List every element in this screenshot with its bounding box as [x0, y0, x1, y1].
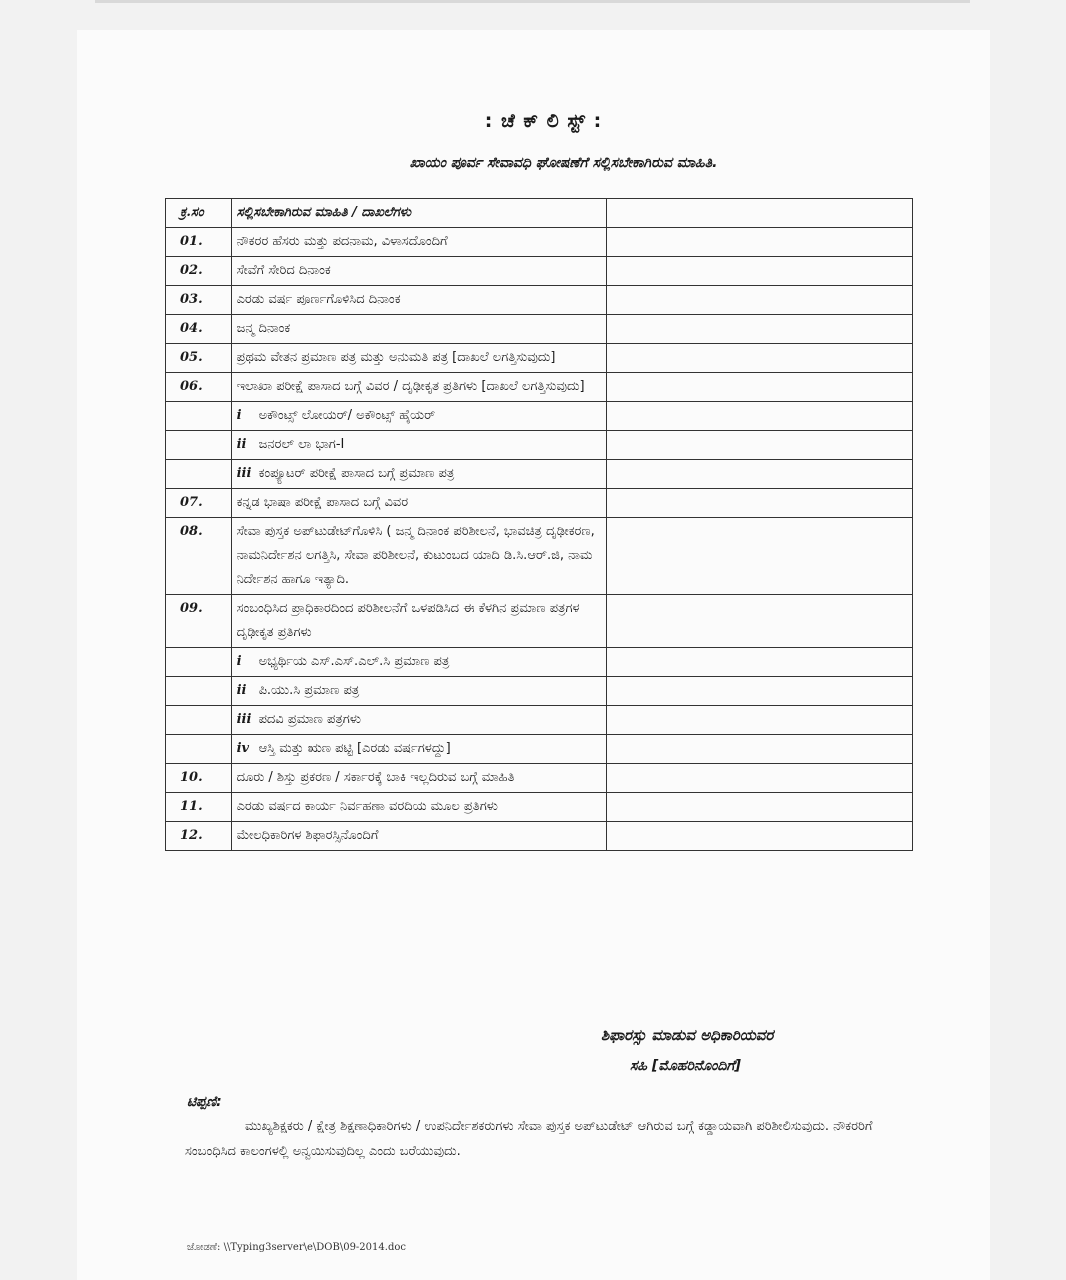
table-row	[166, 735, 913, 764]
row-text: ಸೇವೆಗೆ ಸೇರಿದ ದಿನಾಂಕ	[236, 263, 331, 278]
row-text: ಮೇಲಧಿಕಾರಿಗಳ ಶಿಫಾರಸ್ಸಿನೊಂದಿಗೆ	[236, 828, 379, 843]
table-row	[166, 257, 913, 286]
table-row	[166, 706, 913, 735]
file-path-footer: ಜೋಡಣೆ: \\Typing3server\e\DOB\09-2014.doc	[187, 1242, 406, 1253]
table-row	[166, 344, 913, 373]
row-blank-cell[interactable]	[607, 315, 913, 344]
table-row	[166, 595, 913, 648]
sub-item-index: ii	[236, 437, 247, 452]
row-info	[231, 489, 607, 518]
row-info	[231, 595, 607, 648]
table-row	[166, 822, 913, 851]
table-row	[166, 518, 913, 595]
row-blank-cell[interactable]	[607, 402, 913, 431]
sub-item-index: iv	[236, 741, 250, 756]
row-blank-cell[interactable]	[607, 595, 913, 648]
row-serial: 07.	[166, 489, 232, 518]
row-serial: 10.	[166, 764, 232, 793]
row-info	[231, 764, 607, 793]
header-serial: ಕ್ರ.ಸಂ	[166, 199, 232, 228]
row-text: ನೌಕರರ ಹೆಸರು ಮತ್ತು ಪದನಾಮ, ವಿಳಾಸದೊಂದಿಗೆ	[236, 234, 448, 249]
row-text: ಪದವಿ ಪ್ರಮಾಣ ಪತ್ರಗಳು	[258, 712, 362, 727]
row-text: ಜನ್ಮ ದಿನಾಂಕ	[236, 321, 291, 336]
table-row	[166, 489, 913, 518]
row-blank-cell[interactable]	[607, 373, 913, 402]
table-row	[166, 431, 913, 460]
row-serial: 02.	[166, 257, 232, 286]
row-info	[231, 518, 607, 595]
sub-item-index: i	[236, 408, 242, 423]
row-serial: 06.	[166, 373, 232, 402]
header-blank	[607, 199, 913, 228]
sub-item-index: iii	[236, 712, 252, 727]
row-text: ಎರಡು ವರ್ಷ ಪೂರ್ಣಗೊಳಿಸಿದ ದಿನಾಂಕ	[236, 292, 401, 307]
row-text: ಕಂಪ್ಯೂಟರ್ ಪರೀಕ್ಷೆ ಪಾಸಾದ ಬಗ್ಗೆ ಪ್ರಮಾಣ ಪತ್ರ	[258, 466, 455, 481]
note-body: ಮುಖ್ಯಶಿಕ್ಷಕರು / ಕ್ಷೇತ್ರ ಶಿಕ್ಷಣಾಧಿಕಾರಿಗಳು / ಉಪನಿರ್ದೇಶಕರುಗಳು ಸೇವಾ ಪುಸ್ತಕ ಅಪ್‌ಟುಡೇಟ್ ಆಗಿರುವ ಬಗ್ಗೆ ಕಡ್ಡಾಯವಾಗಿ ಪರಿಶೀಲಿಸುವುದು. ನೌಕರರಿಗೆ ಸಂಬಂಧಿಸಿದ ಕಾಲಂಗಳಲ್ಲಿ ಅನ್ವಯಿಸುವುದಿಲ್ಲ ಎಂದು ಬರೆಯುವುದು.	[185, 1119, 873, 1159]
table-row	[166, 373, 913, 402]
viewer-top-bar	[95, 0, 970, 3]
row-serial	[166, 677, 232, 706]
row-text: ಪ್ರಥಮ ವೇತನ ಪ್ರಮಾಣ ಪತ್ರ ಮತ್ತು ಅನುಮತಿ ಪತ್ರ [ದಾಖಲೆ ಲಗತ್ತಿಸುವುದು]	[236, 350, 556, 365]
row-blank-cell[interactable]	[607, 431, 913, 460]
row-info	[231, 315, 607, 344]
row-blank-cell[interactable]	[607, 489, 913, 518]
page-subtitle: ಖಾಯಂ ಪೂರ್ವ ಸೇವಾವಧಿ ಘೋಷಣೆಗೆ ಸಲ್ಲಿಸಬೇಕಾಗಿರುವ ಮಾಹಿತಿ.	[409, 155, 718, 171]
row-sub-item	[231, 460, 607, 489]
row-sub-item	[231, 677, 607, 706]
row-serial: 08.	[166, 518, 232, 595]
table-row	[166, 648, 913, 677]
header-info: ಸಲ್ಲಿಸಬೇಕಾಗಿರುವ ಮಾಹಿತಿ / ದಾಖಲೆಗಳು	[231, 199, 607, 228]
table-row	[166, 315, 913, 344]
row-info	[231, 257, 607, 286]
row-sub-item	[231, 431, 607, 460]
row-serial	[166, 402, 232, 431]
signature-label-line1: ಶಿಫಾರಸ್ಸು ಮಾಡುವ ಅಧಿಕಾರಿಯವರ	[601, 1026, 774, 1044]
sub-item-index: iii	[236, 466, 252, 481]
row-blank-cell[interactable]	[607, 677, 913, 706]
row-blank-cell[interactable]	[607, 518, 913, 595]
table-row	[166, 402, 913, 431]
row-blank-cell[interactable]	[607, 764, 913, 793]
row-blank-cell[interactable]	[607, 460, 913, 489]
row-blank-cell[interactable]	[607, 793, 913, 822]
document-page	[77, 30, 990, 1280]
row-serial	[166, 648, 232, 677]
table-row	[166, 228, 913, 257]
note-title: ಟಿಪ್ಪಣಿ:	[187, 1094, 222, 1110]
page-title: : ಚೆ ಕ್ ಲಿ ಸ್ಟ್ :	[484, 110, 603, 132]
table-row	[166, 286, 913, 315]
row-text: ಇಲಾಖಾ ಪರೀಕ್ಷೆ ಪಾಸಾದ ಬಗ್ಗೆ ವಿವರ / ದೃಢೀಕೃತ ಪ್ರತಿಗಳು [ದಾಖಲೆ ಲಗತ್ತಿಸುವುದು]	[236, 379, 585, 394]
table-row	[166, 764, 913, 793]
row-serial: 05.	[166, 344, 232, 373]
sub-item-index: ii	[236, 683, 247, 698]
row-text: ಎರಡು ವರ್ಷದ ಕಾರ್ಯ ನಿರ್ವಹಣಾ ವರದಿಯ ಮೂಲ ಪ್ರತಿಗಳು	[236, 799, 498, 814]
row-sub-item	[231, 706, 607, 735]
row-serial: 01.	[166, 228, 232, 257]
row-serial: 03.	[166, 286, 232, 315]
row-text: ದೂರು / ಶಿಸ್ತು ಪ್ರಕರಣ / ಸರ್ಕಾರಕ್ಕೆ ಬಾಕಿ ಇಲ್ಲದಿರುವ ಬಗ್ಗೆ ಮಾಹಿತಿ	[236, 770, 515, 785]
row-text: ಅಭ್ಯರ್ಥಿಯ ಎಸ್.ಎಸ್.ಎಲ್.ಸಿ ಪ್ರಮಾಣ ಪತ್ರ	[258, 654, 450, 669]
row-blank-cell[interactable]	[607, 344, 913, 373]
row-serial: 09.	[166, 595, 232, 648]
row-blank-cell[interactable]	[607, 228, 913, 257]
row-serial	[166, 460, 232, 489]
row-info	[231, 344, 607, 373]
row-info	[231, 822, 607, 851]
row-blank-cell[interactable]	[607, 706, 913, 735]
table-row	[166, 460, 913, 489]
row-blank-cell[interactable]	[607, 257, 913, 286]
row-sub-item	[231, 735, 607, 764]
sub-item-index: i	[236, 654, 242, 669]
row-serial: 11.	[166, 793, 232, 822]
row-sub-item	[231, 402, 607, 431]
row-text: ಕನ್ನಡ ಭಾಷಾ ಪರೀಕ್ಷೆ ಪಾಸಾದ ಬಗ್ಗೆ ವಿವರ	[236, 495, 409, 510]
row-info	[231, 373, 607, 402]
row-text: ಸೇವಾ ಪುಸ್ತಕ ಅಪ್‌ಟುಡೇಟ್‌ಗೊಳಿಸಿ ( ಜನ್ಮ ದಿನಾಂಕ ಪರಿಶೀಲನೆ, ಭಾವಚಿತ್ರ ದೃಢೀಕರಣ, ನಾಮನಿರ್ದೇಶನ ಲಗತ್ತಿಸಿ, ಸೇವಾ ಪರಿಶೀಲನೆ, ಕುಟುಂಬದ ಯಾದಿ ಡಿ.ಸಿ.ಆರ್.ಜಿ, ನಾಮ ನಿರ್ದೇಶನ ಹಾಗೂ ಇತ್ಯಾದಿ.	[236, 524, 595, 587]
row-serial	[166, 431, 232, 460]
row-serial: 12.	[166, 822, 232, 851]
row-info	[231, 793, 607, 822]
row-blank-cell[interactable]	[607, 735, 913, 764]
table-row	[166, 793, 913, 822]
row-text: ಸಂಬಂಧಿಸಿದ ಪ್ರಾಧಿಕಾರದಿಂದ ಪರಿಶೀಲನೆಗೆ ಒಳಪಡಿಸಿದ ಈ ಕೆಳಗಿನ ಪ್ರಮಾಣ ಪತ್ರಗಳ ದೃಢೀಕೃತ ಪ್ರತಿಗಳು	[236, 601, 580, 640]
row-text: ಅಕೌಂಟ್ಸ್ ಲೋಯರ್/ ಅಕೌಂಟ್ಸ್ ಹೈಯರ್	[258, 408, 436, 423]
row-text: ಆಸ್ತಿ ಮತ್ತು ಋಣ ಪಟ್ಟಿ [ಎರಡು ವರ್ಷಗಳದ್ದು]	[258, 741, 451, 756]
checklist-table	[165, 198, 913, 851]
row-info	[231, 286, 607, 315]
table-header-row	[166, 199, 913, 228]
row-serial	[166, 735, 232, 764]
row-info	[231, 228, 607, 257]
row-serial: 04.	[166, 315, 232, 344]
row-serial	[166, 706, 232, 735]
row-sub-item	[231, 648, 607, 677]
signature-label-line2: ಸಹಿ [ಮೊಹರಿನೊಂದಿಗೆ]	[630, 1058, 741, 1074]
row-blank-cell[interactable]	[607, 822, 913, 851]
table-row	[166, 677, 913, 706]
row-text: ಪಿ.ಯು.ಸಿ ಪ್ರಮಾಣ ಪತ್ರ	[258, 683, 360, 698]
row-blank-cell[interactable]	[607, 648, 913, 677]
row-text: ಜನರಲ್ ಲಾ ಭಾಗ-I	[258, 437, 345, 452]
row-blank-cell[interactable]	[607, 286, 913, 315]
